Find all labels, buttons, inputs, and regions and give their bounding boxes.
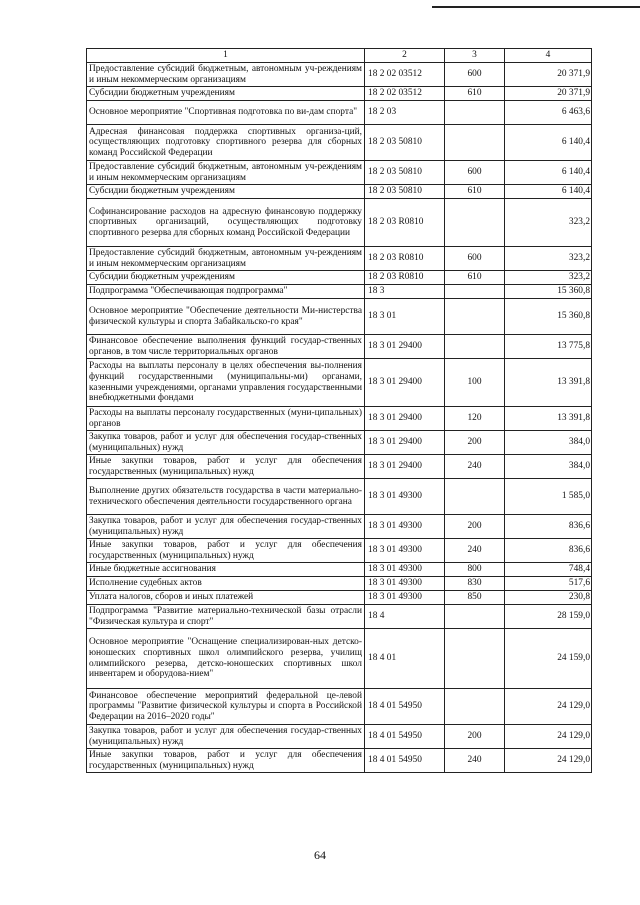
table-row <box>87 185 592 199</box>
row-code: 18 3 01 49300 <box>365 479 445 515</box>
row-name: Уплата налогов, сборов и иных платежей <box>87 591 365 605</box>
row-name: Расходы на выплаты персоналу в целях обеспечения вы-полнения функций государственными (муниципальны-ми) органами, казенными учреждениями, органами управления государственными внебюджетными фондами <box>87 359 365 407</box>
row-sum: 384,0 <box>505 455 592 479</box>
table-row <box>87 101 592 125</box>
row-code: 18 3 01 29400 <box>365 359 445 407</box>
table-row <box>87 335 592 359</box>
row-name: Предоставление субсидий бюджетным, автономным уч-реждениям и иным некоммерческим организациям <box>87 247 365 271</box>
row-sum: 15 360,8 <box>505 299 592 335</box>
table-row <box>87 87 592 101</box>
row-code: 18 4 <box>365 605 445 629</box>
table-row <box>87 125 592 161</box>
row-sum: 15 360,8 <box>505 285 592 299</box>
row-expense-type <box>445 199 505 247</box>
table-row <box>87 563 592 577</box>
row-name: Иные закупки товаров, работ и услуг для обеспечения государственных (муниципальных) нужд <box>87 455 365 479</box>
row-code: 18 3 01 29400 <box>365 455 445 479</box>
row-sum: 24 129,0 <box>505 725 592 749</box>
row-name: Основное мероприятие "Спортивная подготовка по ви-дам спорта" <box>87 101 365 125</box>
row-expense-type: 240 <box>445 539 505 563</box>
row-sum: 1 585,0 <box>505 479 592 515</box>
row-sum: 748,4 <box>505 563 592 577</box>
row-expense-type <box>445 125 505 161</box>
row-code: 18 4 01 54950 <box>365 689 445 725</box>
row-code: 18 2 03 50810 <box>365 125 445 161</box>
row-name: Предоставление субсидий бюджетным, автономным уч-реждениям и иным некоммерческим организациям <box>87 161 365 185</box>
table-row <box>87 299 592 335</box>
row-code: 18 2 03 <box>365 101 445 125</box>
row-expense-type: 830 <box>445 577 505 591</box>
row-code: 18 3 01 49300 <box>365 577 445 591</box>
row-expense-type <box>445 605 505 629</box>
row-sum: 28 159,0 <box>505 605 592 629</box>
row-expense-type <box>445 479 505 515</box>
table-row <box>87 199 592 247</box>
row-sum: 323,2 <box>505 247 592 271</box>
row-code: 18 2 03 R0810 <box>365 271 445 285</box>
table-row <box>87 431 592 455</box>
row-expense-type: 120 <box>445 407 505 431</box>
row-code: 18 3 01 29400 <box>365 335 445 359</box>
table-row <box>87 515 592 539</box>
row-expense-type: 240 <box>445 749 505 773</box>
row-code: 18 3 01 29400 <box>365 431 445 455</box>
row-code: 18 2 02 03512 <box>365 63 445 87</box>
row-name: Закупка товаров, работ и услуг для обеспечения государ-ственных (муниципальных) нужд <box>87 725 365 749</box>
row-code: 18 3 01 49300 <box>365 515 445 539</box>
header-col-1: 1 <box>87 49 365 63</box>
row-name: Расходы на выплаты персоналу государственных (муни-ципальных) органов <box>87 407 365 431</box>
row-sum: 323,2 <box>505 271 592 285</box>
row-code: 18 4 01 54950 <box>365 725 445 749</box>
header-col-3: 3 <box>445 49 505 63</box>
row-sum: 20 371,9 <box>505 87 592 101</box>
row-code: 18 3 01 49300 <box>365 539 445 563</box>
row-name: Основное мероприятие "Оснащение специализирован-ных детско-юношеских спортивных школ олимпийского резерва, училищ олимпийского резерва, детско-юношеских спортивных школ инвентарем и оборудова-нием" <box>87 629 365 689</box>
row-name: Финансовое обеспечение мероприятий федеральной це-левой программы "Развитие физической культуры и спорта в Российской Федерации на 2016–2020 годы" <box>87 689 365 725</box>
table-row <box>87 629 592 689</box>
row-code: 18 3 01 49300 <box>365 563 445 577</box>
row-expense-type <box>445 285 505 299</box>
row-sum: 384,0 <box>505 431 592 455</box>
row-name: Иные закупки товаров, работ и услуг для обеспечения государственных (муниципальных) нужд <box>87 539 365 563</box>
row-name: Финансовое обеспечение выполнения функций государ-ственных органов, в том числе территориальных органов <box>87 335 365 359</box>
row-expense-type: 600 <box>445 63 505 87</box>
row-expense-type: 800 <box>445 563 505 577</box>
row-expense-type: 240 <box>445 455 505 479</box>
row-code: 18 2 02 03512 <box>365 87 445 101</box>
budget-table <box>86 48 592 773</box>
row-code: 18 3 01 49300 <box>365 591 445 605</box>
table-row <box>87 577 592 591</box>
top-rule <box>432 6 640 8</box>
row-sum: 323,2 <box>505 199 592 247</box>
row-name: Основное мероприятие "Обеспечение деятельности Ми-нистерства физической культуры и спорта Забайкальско-го края" <box>87 299 365 335</box>
row-expense-type: 600 <box>445 247 505 271</box>
row-sum: 24 129,0 <box>505 689 592 725</box>
table-row <box>87 161 592 185</box>
row-code: 18 2 03 50810 <box>365 161 445 185</box>
table-row <box>87 359 592 407</box>
row-expense-type <box>445 335 505 359</box>
row-name: Иные бюджетные ассигнования <box>87 563 365 577</box>
table-row <box>87 247 592 271</box>
row-sum: 20 371,9 <box>505 63 592 87</box>
row-expense-type: 600 <box>445 161 505 185</box>
table-header-row <box>87 49 592 63</box>
row-name: Исполнение судебных актов <box>87 577 365 591</box>
row-expense-type: 200 <box>445 515 505 539</box>
row-sum: 230,8 <box>505 591 592 605</box>
row-sum: 24 129,0 <box>505 749 592 773</box>
header-col-4: 4 <box>505 49 592 63</box>
table-row <box>87 455 592 479</box>
table-row <box>87 539 592 563</box>
row-sum: 6 140,4 <box>505 161 592 185</box>
table-row <box>87 271 592 285</box>
row-expense-type <box>445 689 505 725</box>
row-expense-type: 850 <box>445 591 505 605</box>
row-sum: 836,6 <box>505 539 592 563</box>
page-number: 64 <box>314 848 326 862</box>
row-sum: 24 159,0 <box>505 629 592 689</box>
row-code: 18 3 01 29400 <box>365 407 445 431</box>
row-name: Подпрограмма "Развитие материально-технической базы отрасли "Физическая культура и спорт" <box>87 605 365 629</box>
row-sum: 13 391,8 <box>505 359 592 407</box>
row-expense-type <box>445 629 505 689</box>
table-row <box>87 479 592 515</box>
row-name: Предоставление субсидий бюджетным, автономным уч-реждениям и иным некоммерческим организациям <box>87 63 365 87</box>
row-expense-type: 610 <box>445 271 505 285</box>
row-name: Субсидии бюджетным учреждениям <box>87 87 365 101</box>
row-name: Выполнение других обязательств государства в части материально-технического обеспечения деятельности государственного органа <box>87 479 365 515</box>
row-expense-type: 610 <box>445 87 505 101</box>
row-expense-type: 100 <box>445 359 505 407</box>
row-code: 18 2 03 50810 <box>365 185 445 199</box>
table-row <box>87 591 592 605</box>
row-name: Подпрограмма "Обеспечивающая подпрограмма" <box>87 285 365 299</box>
row-name: Закупка товаров, работ и услуг для обеспечения государ-ственных (муниципальных) нужд <box>87 515 365 539</box>
table-row <box>87 689 592 725</box>
row-code: 18 3 <box>365 285 445 299</box>
row-expense-type: 610 <box>445 185 505 199</box>
row-code: 18 4 01 <box>365 629 445 689</box>
row-name: Адресная финансовая поддержка спортивных организа-ций, осуществляющих подготовку спортивного резерва для сборных команд Российской Федерации <box>87 125 365 161</box>
table-row <box>87 407 592 431</box>
table-row <box>87 725 592 749</box>
table-row <box>87 749 592 773</box>
row-sum: 836,6 <box>505 515 592 539</box>
row-expense-type: 200 <box>445 431 505 455</box>
row-code: 18 2 03 R0810 <box>365 247 445 271</box>
row-sum: 13 775,8 <box>505 335 592 359</box>
row-expense-type <box>445 101 505 125</box>
row-sum: 6 463,6 <box>505 101 592 125</box>
table-row <box>87 285 592 299</box>
row-name: Иные закупки товаров, работ и услуг для обеспечения государственных (муниципальных) нужд <box>87 749 365 773</box>
row-sum: 6 140,4 <box>505 125 592 161</box>
row-sum: 13 391,8 <box>505 407 592 431</box>
row-code: 18 3 01 <box>365 299 445 335</box>
row-name: Закупка товаров, работ и услуг для обеспечения государ-ственных (муниципальных) нужд <box>87 431 365 455</box>
row-name: Субсидии бюджетным учреждениям <box>87 271 365 285</box>
row-sum: 6 140,4 <box>505 185 592 199</box>
row-name: Софинансирование расходов на адресную финансовую поддержку спортивных организаций, осуществляющих подготовку спортивного резерва для сборных команд Российской Федерации <box>87 199 365 247</box>
row-name: Субсидии бюджетным учреждениям <box>87 185 365 199</box>
table-row <box>87 63 592 87</box>
row-expense-type <box>445 299 505 335</box>
row-code: 18 2 03 R0810 <box>365 199 445 247</box>
header-col-2: 2 <box>365 49 445 63</box>
table-row <box>87 605 592 629</box>
row-code: 18 4 01 54950 <box>365 749 445 773</box>
row-sum: 517,6 <box>505 577 592 591</box>
row-expense-type: 200 <box>445 725 505 749</box>
